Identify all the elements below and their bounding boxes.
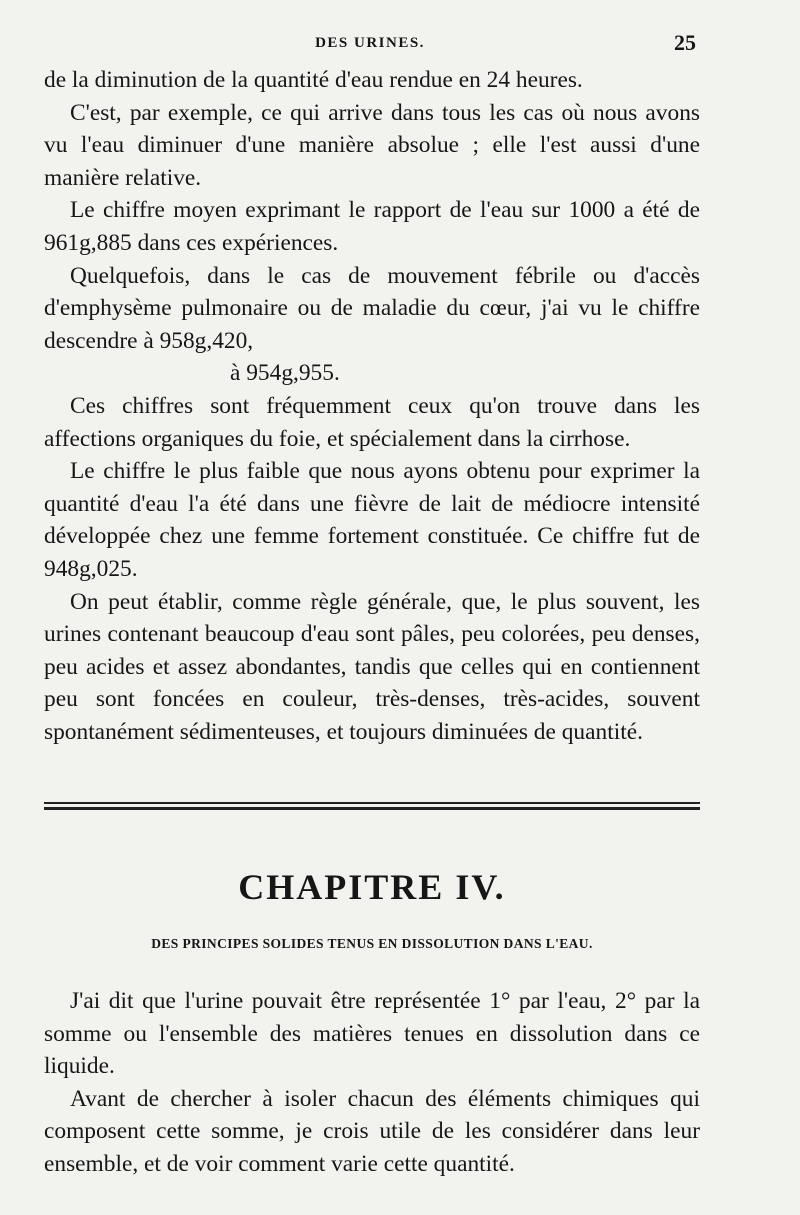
paragraph: de la diminution de la quantité d'eau rendue en 24 heures. (44, 67, 583, 93)
paragraph: J'ai dit que l'urine pouvait être représentée 1° par l'eau, 2° par la somme ou l'ensemble des matières tenues en dissolution dans ce liquide. (44, 988, 700, 1080)
paragraph: Quelquefois, dans le cas de mouvement fébrile ou d'accès d'emphysème pulmonaire ou de maladie du cœur, j'ai vu le chiffre descendre à 958g,420, (44, 262, 700, 354)
page-number: 25 (674, 30, 696, 55)
chapter-subtitle: DES PRINCIPES SOLIDES TENUS EN DISSOLUTION DANS L'EAU. (151, 936, 593, 951)
text-block-bottom (44, 985, 700, 1181)
divider-thick-line (44, 807, 700, 810)
paragraph: Ces chiffres sont fréquemment ceux qu'on trouve dans les affections organiques du foie, et spécialement dans la cirrhose. (44, 392, 700, 452)
paragraph: Avant de chercher à isoler chacun des éléments chimiques qui composent cette somme, je crois utile de les considérer dans leur ensemble, et de voir comment varie cette quantité. (44, 1085, 700, 1177)
paragraph: C'est, par exemple, ce qui arrive dans tous les cas où nous avons vu l'eau diminuer d'une manière absolue ; elle l'est aussi d'une manière relative. (44, 99, 700, 191)
chapter-title: CHAPITRE IV. (238, 867, 506, 907)
paragraph: Le chiffre moyen exprimant le rapport de l'eau sur 1000 a été de 961g,885 dans ces expériences. (44, 197, 700, 256)
text-block-top (44, 64, 700, 748)
paragraph-formula: à 954g,955. (230, 360, 340, 387)
running-title: DES URINES. (315, 35, 425, 51)
divider-thin-line (44, 802, 700, 804)
paragraph: On peut établir, comme règle générale, que, le plus souvent, les urines contenant beaucoup d'eau sont pâles, peu colorées, peu denses, peu acides et assez abondantes, tandis que celles qui en contiennent peu sont foncées en couleur, très-denses, très-acides, souvent spontanément sédimenteuses, et toujours diminuées de quantité. (44, 588, 700, 745)
section-divider (44, 802, 700, 810)
running-head (44, 28, 696, 58)
paragraph: Le chiffre le plus faible que nous ayons obtenu pour exprimer la quantité d'eau l'a été dans une fièvre de lait de médiocre intensité développée chez une femme fortement constituée. Ce chiffre fut de 948g,025. (44, 458, 700, 582)
